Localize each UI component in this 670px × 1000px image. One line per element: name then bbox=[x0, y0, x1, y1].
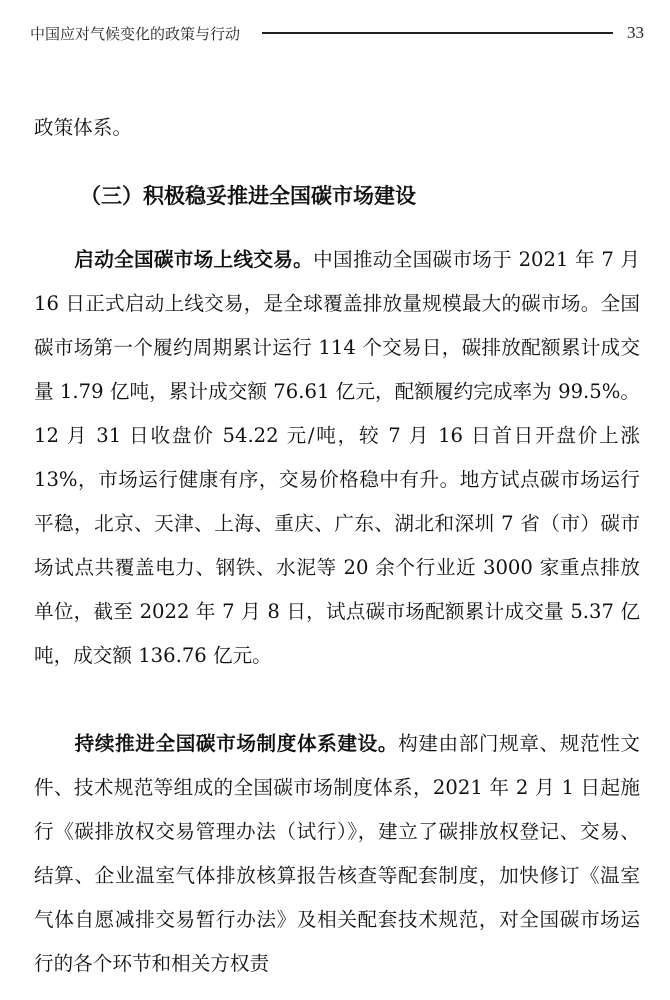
paragraph-2-text: 构建由部门规章、规范性文件、技术规范等组成的全国碳市场制度体系，2021 年 2 月 1 日起施行《碳排放权交易管理办法（试行）》，建立了碳排放权登记、交易、结算、企业温室气体排放核算报告核查等配套制度，加快修订《温室气体自愿减排交易暂行办法》及相关配套技术规范，对全国碳市场运行的各个环节和相关方权责 bbox=[34, 732, 641, 975]
paragraph-1 bbox=[34, 238, 640, 678]
continuation-text: 政策体系。 bbox=[34, 116, 132, 139]
paragraph-2 bbox=[34, 722, 640, 986]
paragraph-1-text: 中国推动全国碳市场于 2021 年 7 月 16 日正式启动上线交易，是全球覆盖排放量规模最大的碳市场。全国碳市场第一个履约周期累计运行 114 个交易日，碳排放配额累计成交量 1.79 亿吨，累计成交额 76.61 亿元，配额履约完成率为 99.5%。12 月 31 日收盘价 54.22 元/吨，较 7 月 16 日首日开盘价上涨 13%，市场运行健康有序，交易价格稳中有升。地方试点碳市场运行平稳，北京、天津、上海、重庆、广东、湖北和深圳 7 省（市）碳市场试点共覆盖电力、钢铁、水泥等 20 余个行业近 3000 家重点排放单位，截至 2022 年 7 月 8 日，试点碳市场配额累计成交量 5.37 亿吨，成交额 136.76 亿元。 bbox=[34, 248, 641, 667]
page-number: 33 bbox=[627, 23, 644, 42]
running-title: 中国应对气候变化的政策与行动 bbox=[30, 24, 241, 43]
section-heading: （三）积极稳妥推进全国碳市场建设 bbox=[80, 184, 416, 208]
running-header bbox=[30, 20, 644, 46]
paragraph-2-lead: 持续推进全国碳市场制度体系建设。 bbox=[74, 732, 399, 755]
paragraph-1-lead: 启动全国碳市场上线交易。 bbox=[74, 248, 314, 271]
header-rule bbox=[262, 32, 613, 34]
